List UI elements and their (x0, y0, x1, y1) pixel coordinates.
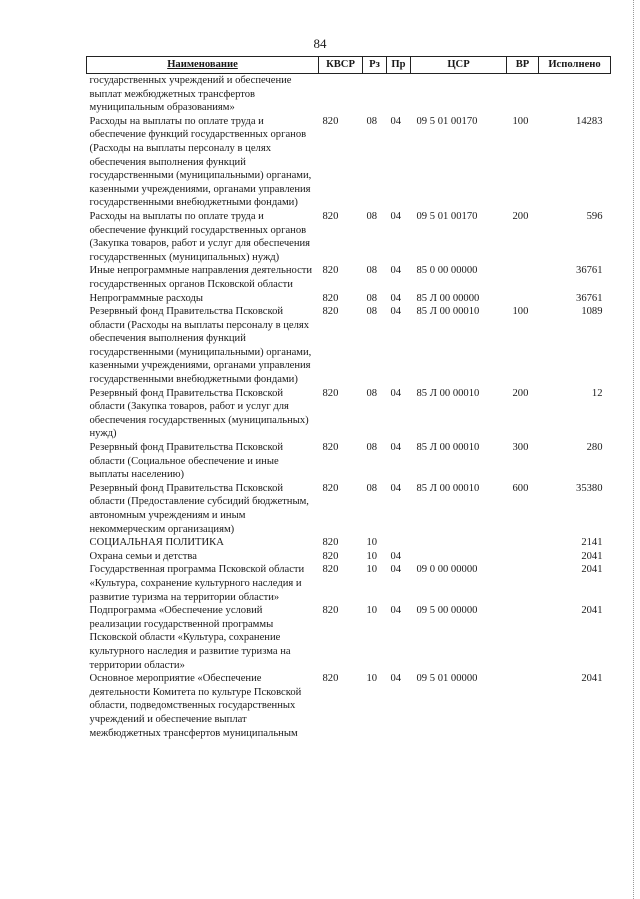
cell-pr: 04 (390, 442, 402, 454)
cell-rz: 10 (366, 550, 378, 562)
cell-amount: 12 (591, 387, 603, 399)
cell-vr (507, 604, 539, 672)
cell-name: Охрана семьи и детства (89, 550, 197, 562)
cell-pr: 04 (390, 306, 402, 318)
cell-vr: 200 (512, 210, 529, 222)
cell-vr: 300 (512, 442, 529, 454)
cell-amount: 596 (586, 210, 603, 222)
cell-pr: 04 (390, 564, 402, 576)
cell-rz: 08 (366, 115, 378, 127)
cell-amount: 35380 (576, 482, 603, 494)
cell-name: Резервный фонд Правительства Псковской области (Закупка товаров, работ и услуг для обеспечения государственных (муниципальных) нужд) (89, 387, 309, 440)
cell-pr: 04 (390, 673, 402, 685)
cell-vr: 200 (512, 387, 529, 399)
cell-rz: 08 (366, 210, 378, 222)
table-row (87, 210, 611, 264)
header-amount: Исполнено (539, 57, 611, 74)
header-rz: Рз (363, 57, 387, 74)
cell-name: Расходы на выплаты по оплате труда и обеспечение функций государственных органов (Закупка товаров, работ и услуг для обеспечения государственных (муниципальных) нужд) (89, 210, 311, 263)
cell-name: государственных учреждений и обеспечение выплат межбюджетных трансфертов муниципальным образованиям» (89, 75, 292, 114)
table-row (87, 74, 611, 115)
cell-amount: 14283 (576, 115, 603, 127)
cell-pr: 04 (390, 387, 402, 399)
cell-pr: 04 (390, 265, 402, 277)
cell-csr: 85 Л 00 00010 (416, 442, 480, 454)
cell-kvsr: 820 (322, 605, 339, 617)
cell-kvsr: 820 (322, 292, 339, 304)
cell-name: Иные непрограммные направления деятельности государственных органов Псковской области (89, 265, 313, 290)
header-csr: ЦСР (411, 57, 507, 74)
cell-csr: 85 Л 00 00000 (416, 292, 480, 304)
cell-pr: 04 (390, 115, 402, 127)
cell-csr (411, 550, 507, 564)
cell-csr: 09 0 00 00000 (416, 564, 478, 576)
cell-csr: 85 Л 00 00010 (416, 306, 480, 318)
cell-pr: 04 (390, 550, 402, 562)
cell-kvsr: 820 (322, 115, 339, 127)
cell-rz (363, 74, 387, 115)
cell-rz: 10 (366, 605, 378, 617)
cell-amount: 2041 (581, 564, 603, 576)
table-row (87, 264, 611, 291)
table-row (87, 604, 611, 672)
cell-pr: 04 (390, 292, 402, 304)
cell-vr (507, 536, 539, 550)
table-body (87, 74, 611, 741)
cell-kvsr (319, 74, 363, 115)
table-row (87, 563, 611, 604)
cell-amount: 2041 (581, 550, 603, 562)
cell-kvsr: 820 (322, 442, 339, 454)
cell-name: Расходы на выплаты по оплате труда и обеспечение функций государственных органов (Расходы на выплаты персоналу в целях обеспечения выполнения функций государственными (муниципальными) органами, казенными учреждениями, органами управления государственными внебюджетными фондами) (89, 115, 312, 209)
budget-execution-table (86, 56, 611, 740)
header-kvsr: КВСР (319, 57, 363, 74)
cell-name: Подпрограмма «Обеспечение условий реализации государственной программы Псковской области «Культура, сохранение культурного наследия и развитие туризма на территории области» (89, 605, 291, 671)
cell-pr: 04 (390, 210, 402, 222)
cell-pr (387, 74, 411, 115)
cell-name: СОЦИАЛЬНАЯ ПОЛИТИКА (89, 537, 224, 549)
cell-rz: 08 (366, 482, 378, 494)
cell-vr (507, 264, 539, 291)
cell-kvsr: 820 (322, 564, 339, 576)
table-row (87, 387, 611, 441)
cell-kvsr: 820 (322, 265, 339, 277)
header-vr: ВР (507, 57, 539, 74)
table-row (87, 536, 611, 550)
cell-csr: 09 5 00 00000 (416, 605, 478, 617)
cell-vr (507, 672, 539, 740)
table-row (87, 115, 611, 210)
cell-csr: 09 5 01 00000 (416, 673, 478, 685)
cell-rz: 08 (366, 265, 378, 277)
header-pr: Пр (387, 57, 411, 74)
table-row (87, 550, 611, 564)
cell-csr: 85 0 00 00000 (416, 265, 478, 277)
table-row (87, 441, 611, 482)
cell-name: Непрограммные расходы (89, 292, 203, 304)
cell-rz: 10 (366, 564, 378, 576)
cell-rz: 08 (366, 442, 378, 454)
cell-kvsr: 820 (322, 537, 339, 549)
cell-kvsr: 820 (322, 306, 339, 318)
table-row (87, 292, 611, 306)
cell-kvsr: 820 (322, 550, 339, 562)
cell-csr: 09 5 01 00170 (416, 210, 478, 222)
cell-amount: 1089 (581, 306, 603, 318)
cell-name: Резервный фонд Правительства Псковской области (Расходы на выплаты персоналу в целях обеспечения выполнения функций государственными (муниципальными) органами, казенными учреждениями, органами управления государственными внебюджетными фондами) (89, 306, 312, 386)
cell-vr: 600 (512, 482, 529, 494)
cell-csr: 85 Л 00 00010 (416, 482, 480, 494)
cell-name: Резервный фонд Правительства Псковской области (Предоставление субсидий бюджетным, автономным учреждениям и иным некоммерческим организациям) (89, 482, 309, 535)
cell-kvsr: 820 (322, 210, 339, 222)
cell-rz: 10 (366, 673, 378, 685)
cell-csr (411, 74, 507, 115)
cell-kvsr: 820 (322, 387, 339, 399)
cell-rz: 08 (366, 292, 378, 304)
cell-amount: 2141 (581, 537, 603, 549)
header-name: Наименование (87, 57, 319, 74)
cell-vr (507, 563, 539, 604)
cell-name: Резервный фонд Правительства Псковской области (Социальное обеспечение и иные выплаты населению) (89, 442, 284, 481)
cell-amount (539, 74, 611, 115)
page-edge-line (632, 0, 634, 899)
page-number: 84 (313, 36, 327, 51)
table-row (87, 305, 611, 387)
cell-amount: 2041 (581, 605, 603, 617)
cell-vr: 100 (512, 115, 529, 127)
cell-csr: 09 5 01 00170 (416, 115, 478, 127)
cell-csr (411, 536, 507, 550)
cell-csr: 85 Л 00 00010 (416, 387, 480, 399)
cell-kvsr: 820 (322, 482, 339, 494)
cell-amount: 280 (586, 442, 603, 454)
table-header-row (87, 57, 611, 74)
cell-amount: 36761 (576, 265, 603, 277)
cell-rz: 08 (366, 387, 378, 399)
cell-kvsr: 820 (322, 673, 339, 685)
table-row (87, 482, 611, 536)
cell-amount: 2041 (581, 673, 603, 685)
cell-name: Государственная программа Псковской области «Культура, сохранение культурного наследия и развитие туризма на территории области» (89, 564, 305, 603)
cell-rz: 08 (366, 306, 378, 318)
cell-rz: 10 (366, 537, 378, 549)
cell-amount: 36761 (576, 292, 603, 304)
cell-pr: 04 (390, 605, 402, 617)
cell-vr: 100 (512, 306, 529, 318)
cell-vr (507, 292, 539, 306)
cell-pr: 04 (390, 482, 402, 494)
cell-vr (507, 74, 539, 115)
table-row (87, 672, 611, 740)
cell-pr (387, 536, 411, 550)
cell-vr (507, 550, 539, 564)
cell-name: Основное мероприятие «Обеспечение деятельности Комитета по культуре Псковской области, подведомственных государственных учреждений и обеспечение выплат межбюджетных трансфертов муниципальным (89, 673, 302, 739)
